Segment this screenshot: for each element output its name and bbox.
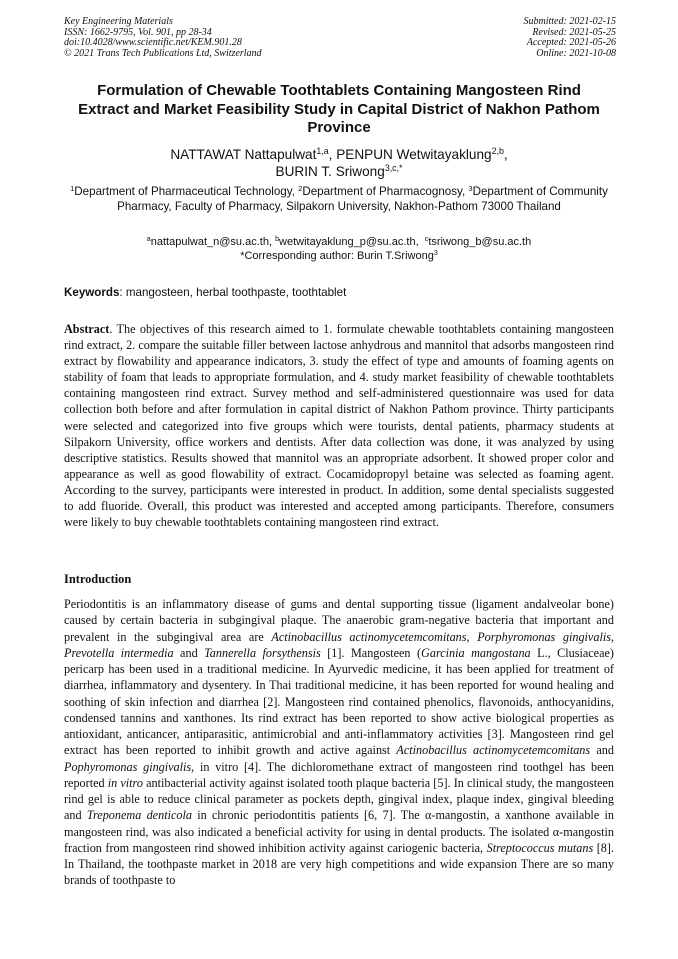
corresponding-text: *Corresponding author: Burin T.Sriwong — [240, 249, 434, 262]
journal-name: Key Engineering Materials — [64, 16, 173, 27]
email-link[interactable]: wetwitayaklung_p@su.ac.th, — [279, 236, 419, 248]
corresponding-author — [90, 250, 588, 264]
intro-text: [8]. In Thailand, the toothpaste market in 2018 are very high competitions and wide expansion There are so many brands of toothpaste to — [64, 840, 615, 888]
abstract — [64, 321, 614, 530]
email-superscript: a — [146, 235, 151, 244]
intro-species: Tannerella forsythensis — [204, 645, 321, 660]
intro-text: in chronic periodontitis patients [6, 7]. The α-mangostin, a xanthone available in mangosteen rind, was also indicated a beneficial activity for using in dental products. The isolated α-mangostin fraction from mangosteen rind showed inhibition activity against cariogenic bacteria, — [64, 808, 614, 855]
intro-text: , — [610, 629, 615, 644]
intro-text: and — [590, 743, 614, 758]
online-date: Online: 2021-10-08 — [536, 47, 616, 59]
paper-title: Formulation of Chewable Toothtablets Containing Mangosteen Rind Extract and Market Feasibility Study in Capital District of Nakhon Pathom Province — [78, 82, 600, 136]
affiliation-text: Department of Pharmaceutical Technology, — [74, 185, 299, 198]
intro-text: and — [173, 645, 205, 660]
intro-species: Prevotella intermedia — [64, 645, 174, 660]
keywords-label: Keywords — [64, 286, 120, 299]
intro-species: Garcinia mangostana — [421, 645, 531, 660]
intro-species: Streptococcus mutans — [486, 840, 594, 855]
intro-text: antibacterial activity against isolated tooth plaque bacteria [5]. In clinical study, the mangosteen rind gel is able to reduce clinical parameter as pockets depth, gingival index, plaque index, gingival bleeding and — [64, 775, 615, 823]
intro-text: L., Clusiaceae) pericarp has been used in a traditional medicine. In Ayurvedic medicine, it has been applied for treatment of diarrhea, inflammatory and dysentery. In Thai traditional medicine, it has been reported for wound healing and soothing of skin infection and diarrhea [2]. Mangosteen rind contained phenolics, flavonoids, anthocyanidins, condensed tannins and xanthones. Its rind extract has been reported to show active biological properties as antioxidant, anticancer, antiparasitic, antimicrobial and anti-inflammatory activities [3]. Mangosteen rind gel extract has been reported to inhibit growth and active against — [64, 645, 614, 758]
author-superscript: 2,b — [491, 146, 504, 157]
doi-line: doi:10.4028/www.scientific.net/KEM.901.28 — [64, 37, 242, 49]
email-link[interactable]: nattapulwat_n@su.ac.th, — [150, 236, 272, 248]
intro-species: in vitro — [107, 775, 143, 790]
abstract-text: . The objectives of this research aimed to 1. formulate chewable toothtablets containing mangosteen rind extract, 2. compare the suitable filler between lactose anhydrous and mannitol that adsorbs mangosteen rind extract by flowability and appearance indicators, 3. study the effect of type and amounts of foaming agents on stability of foam that leads to appropriate formulation, and 4. study market feasibility of chewable toothtablets containing mangosteen rind extract. Survey method and self-administered questionnaire was used for data collection both before and after formulation in capital district of Nakhon Pathom province. Thirty participants were selected and categorized into five groups which were tourists, dental patients, pharmacy students at Silpakorn University, office workers and dentists. After data collection was done, it was analyzed by using descriptive statistics. Results showed that mannitol was an appropriate adsorbent. It showed proper color and appearance as well as good flowability of extract. Cocamidopropyl betaine was selected as foaming agent. According to the survey, participants were interested in product. In addition, some dental specialists suggested to add fluoride. Overall, this product was interested and accepted among participants. Therefore, consumers were likely to buy chewable toothtablets containing mangosteen rind extract. — [64, 322, 614, 530]
keywords — [64, 286, 614, 300]
email-link[interactable]: tsriwong_b@su.ac.th — [428, 236, 532, 248]
submitted-date: Submitted: 2021-02-15 — [523, 16, 616, 27]
affiliations — [70, 185, 608, 214]
keywords-text: : mangosteen, herbal toothpaste, toothtablet — [119, 286, 347, 299]
intro-text: Periodontitis is an inflammatory disease of gums and dental supporting tissue (ligament andalveolar bone) caused by certain bacteria in subgingival plaque. The anaerobic gram-negative bacteria that important and prevalent in the subgingival area are — [64, 597, 614, 644]
intro-species: Treponema denticola — [86, 808, 192, 823]
author-emails — [90, 236, 588, 264]
affiliation-superscript: 1 — [70, 183, 75, 193]
accepted-date: Accepted: 2021-05-26 — [526, 37, 616, 49]
abstract-label: Abstract — [64, 322, 110, 336]
affiliation-superscript: 3 — [468, 183, 473, 193]
issn-line: ISSN: 1662-9795, Vol. 901, pp 28-34 — [64, 26, 212, 38]
author-superscript: 1,a — [316, 146, 329, 157]
affiliation-text: Department of Community Pharmacy, Faculty of Pharmacy, Silpakorn University, Nakhon-Pathom 73000 Thailand — [117, 185, 608, 213]
introduction-heading: Introduction — [64, 572, 132, 586]
author-superscript: 3,c,* — [384, 163, 403, 174]
author-name: BURIN T. Sriwong — [275, 164, 385, 179]
introduction-paragraph — [64, 596, 614, 889]
intro-text: , — [466, 629, 478, 644]
author-name: PENPUN Wetwitayaklung — [336, 147, 492, 162]
corresponding-superscript: 3 — [433, 248, 438, 257]
intro-species: Actinobacillus actinomycetemcomitans — [271, 629, 467, 644]
affiliation-text: Department of Pharmacognosy, — [302, 185, 469, 198]
email-superscript: b — [275, 235, 280, 244]
publication-dates — [524, 17, 617, 59]
intro-species: Porphyromonas gingivalis — [477, 629, 611, 644]
revised-date: Revised: 2021-05-25 — [532, 26, 616, 38]
intro-text: [1]. Mangosteen ( — [320, 645, 422, 660]
email-superscript: c — [424, 235, 429, 244]
author-name: NATTAWAT Nattapulwat — [170, 147, 317, 162]
intro-text: , in vitro [4]. The dichloromethane extract of mangosteen rind toothgel has been reported — [64, 759, 614, 790]
author-list: NATTAWAT Nattapulwat$^{1,a}$, PENPUN Wetwitayaklung$^{2,b}$, BURIN T. Sriwong$^{3,c,*}$ — [170, 146, 508, 179]
email-line — [90, 236, 588, 250]
intro-species: Actinobacillus actinomycetemcomitans — [396, 743, 591, 758]
journal-info — [64, 17, 262, 59]
copyright-line: © 2021 Trans Tech Publications Ltd, Switzerland — [64, 47, 262, 59]
affiliation-superscript: 2 — [298, 183, 303, 193]
intro-species: Pophyromonas gingivalis — [64, 759, 192, 774]
